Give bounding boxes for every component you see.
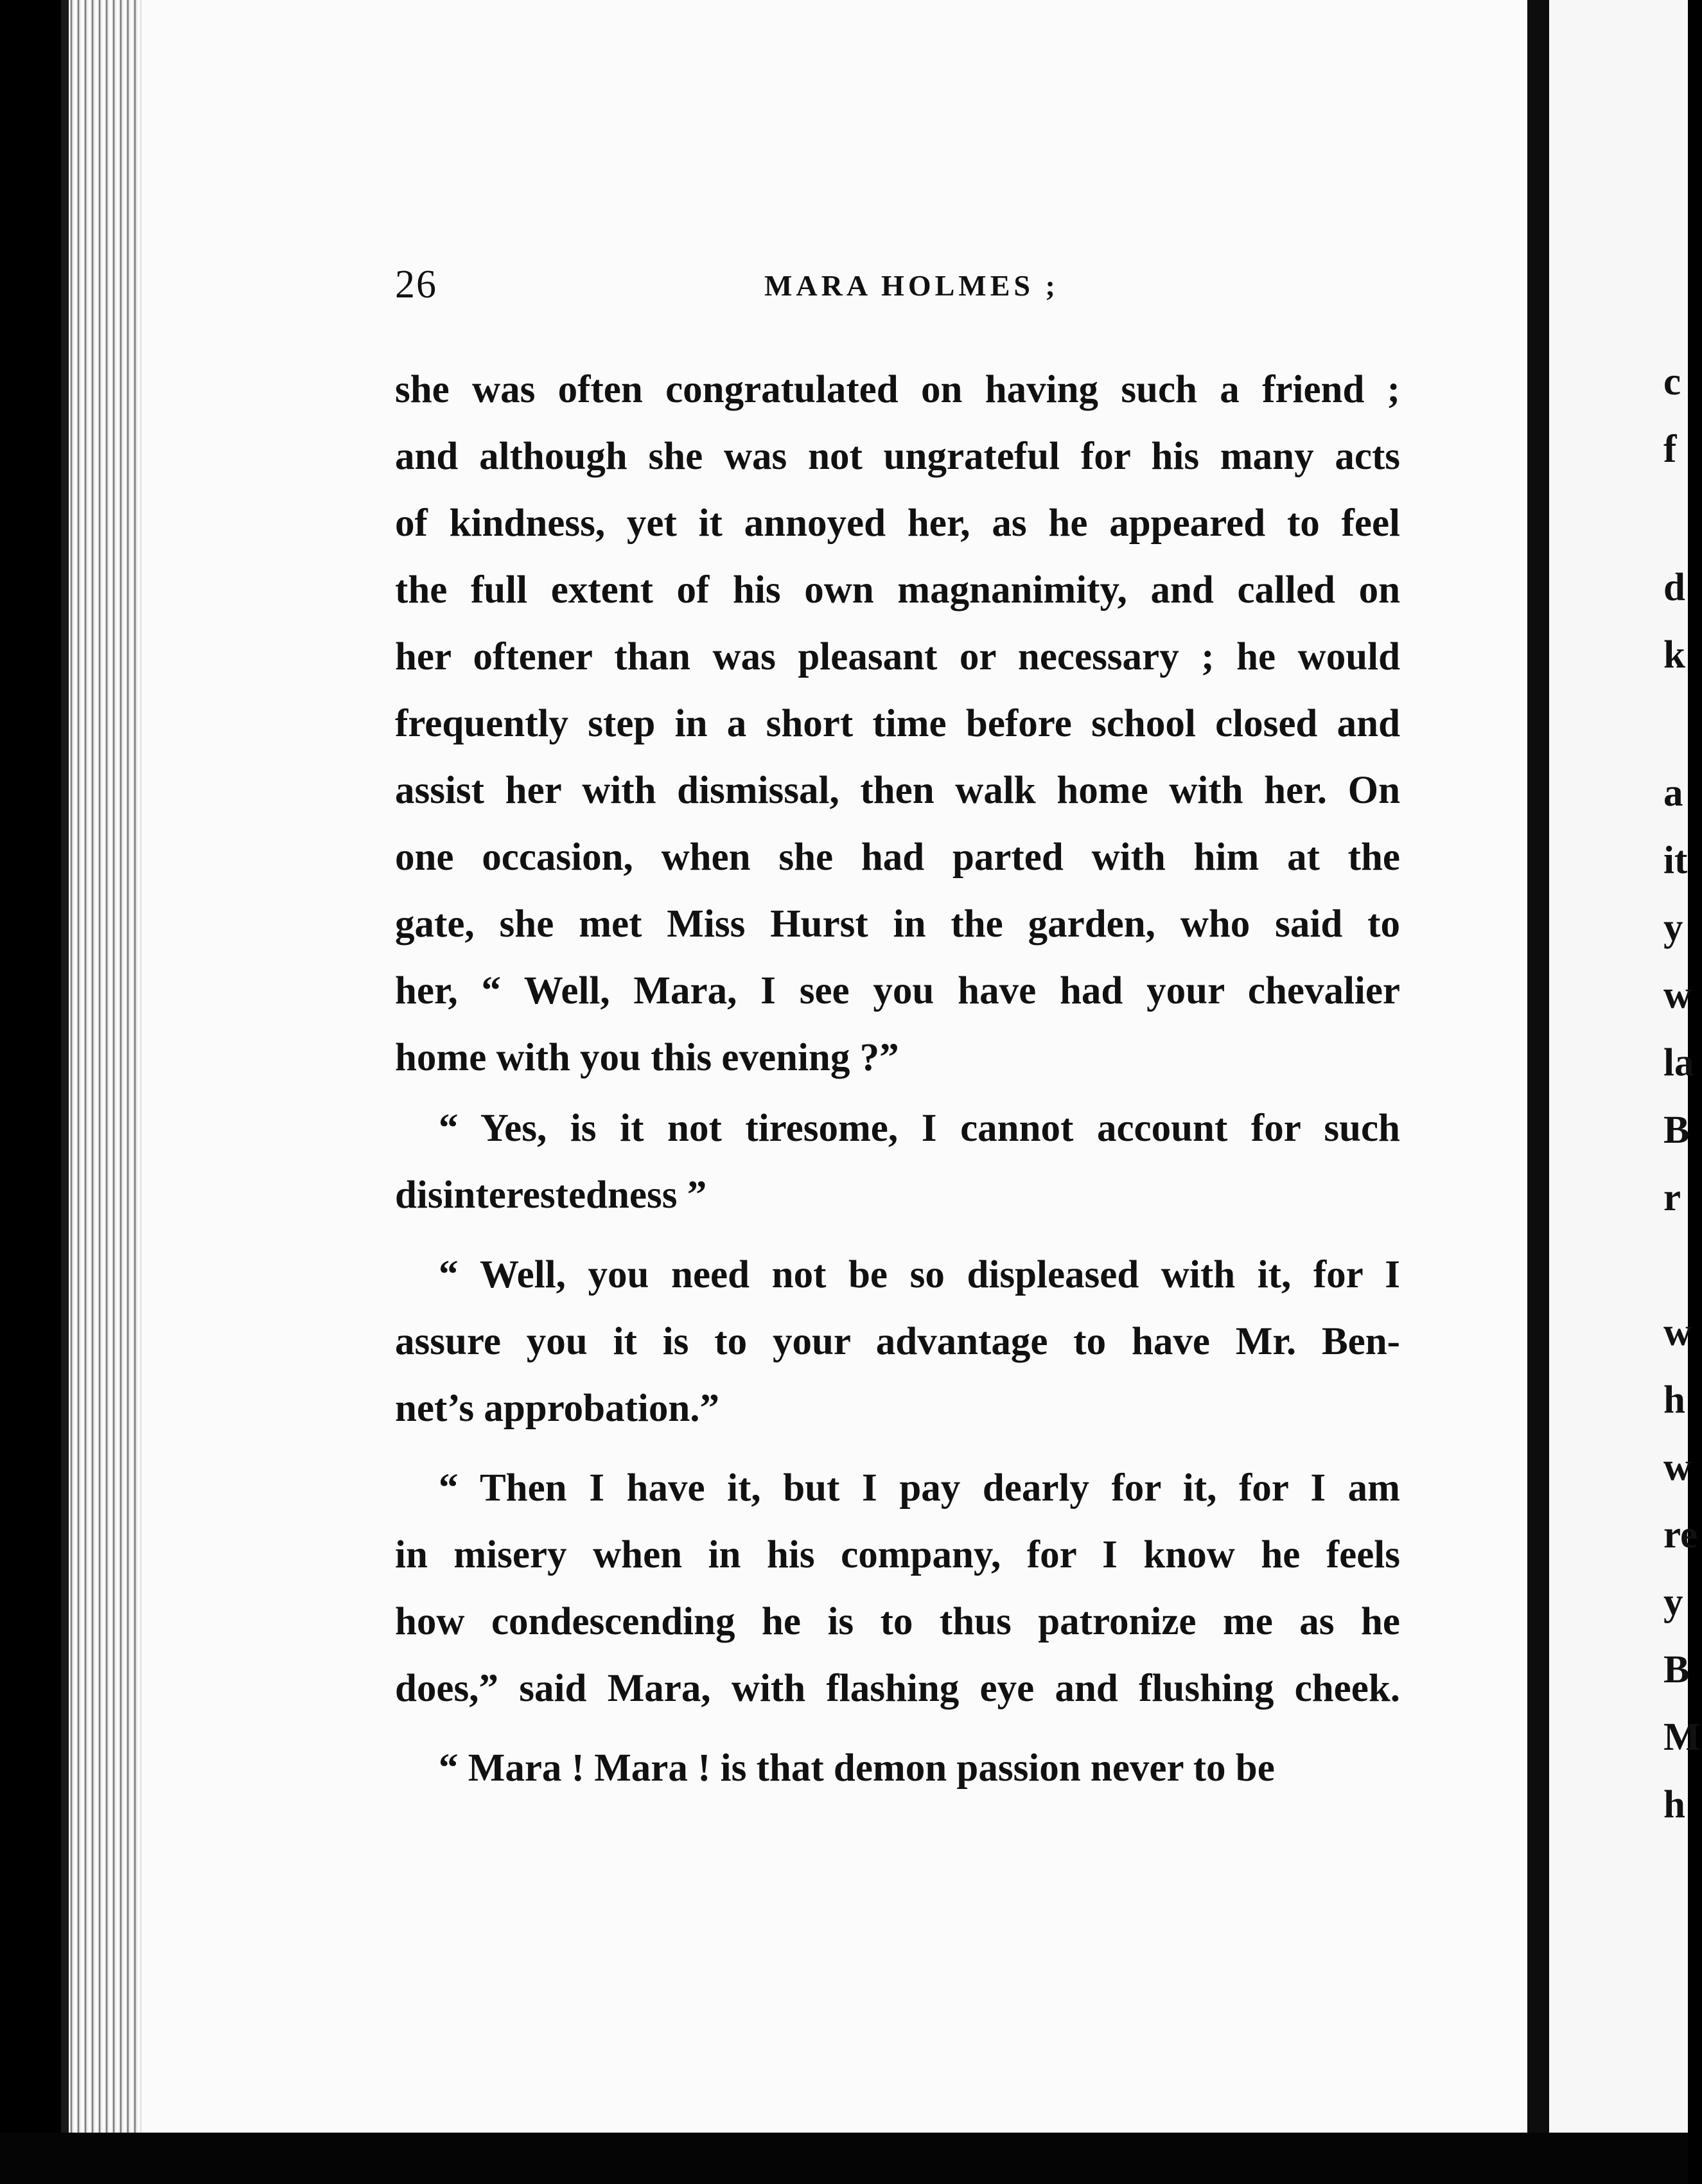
text-line: net’s approbation.” [395,1387,720,1430]
text-line: in misery when in his company, for I know he feels [395,1533,1400,1576]
facing-fragment: a [1663,771,1683,815]
facing-page-fragments [1663,0,1702,2133]
page-edge-shadow [61,0,69,2184]
facing-fragment: la [1663,1041,1694,1084]
facing-fragment: f [1663,428,1677,471]
text-line: “ Well, you need not be so displeased with it, for I [439,1253,1400,1296]
text-line: one occasion, when she had parted with him at the [395,836,1400,879]
text-line: her, “ Well, Mara, I see you have had your chevalier [395,969,1400,1012]
text-line: “ Yes, is it not tiresome, I cannot account for such [439,1107,1400,1150]
page-header [395,262,1423,320]
text-line: frequently step in a short time before school closed and [395,702,1400,745]
body-text [395,357,1400,1802]
text-line: of kindness, yet it annoyed her, as he appeared to feel [395,502,1400,545]
paragraph [395,1095,1400,1229]
facing-fragment: h [1663,1378,1685,1422]
facing-fragment: h [1663,1783,1685,1826]
scan-bottom-border [0,2133,1688,2184]
facing-fragment: M [1663,1716,1701,1759]
book-gutter [1527,0,1549,2184]
facing-fragment: it [1663,839,1688,882]
facing-fragment: w [1663,974,1692,1017]
facing-fragment: y [1663,906,1683,949]
paragraph [395,1242,1400,1442]
facing-fragment: re [1663,1513,1698,1556]
text-line: her oftener than was pleasant or necessary ; he would [395,635,1400,678]
text-line: assure you it is to your advantage to have Mr. Ben- [395,1320,1400,1363]
text-line: she was often congratulated on having such a friend ; [395,368,1400,411]
running-head: MARA HOLMES ; [764,269,1059,302]
text-line: disinterestedness ” [395,1174,707,1217]
text-line: the full extent of his own magnanimity, and called on [395,568,1400,612]
text-line: home with you this evening ?” [395,1036,899,1079]
text-line: gate, she met Miss Hurst in the garden, who said to [395,903,1400,946]
paragraph [395,1455,1400,1722]
facing-fragment: k [1663,633,1685,676]
facing-fragment: c [1663,360,1681,403]
text-line: assist her with dismissal, then walk home with her. On [395,769,1400,812]
facing-fragment: d [1663,566,1685,609]
facing-fragment: w [1663,1311,1692,1354]
text-line: does,” said Mara, with flashing eye and flushing cheek. [395,1667,1400,1710]
text-line: “ Then I have it, but I pay dearly for it, for I am [439,1466,1400,1510]
facing-fragment: w [1663,1446,1692,1489]
facing-fragment: B [1663,1109,1690,1152]
paragraph [395,357,1400,1091]
text-line: and although she was not ungrateful for his many acts [395,435,1400,478]
facing-fragment: B [1663,1648,1690,1691]
facing-fragment: y [1663,1581,1683,1624]
facing-fragment: r [1663,1176,1681,1219]
page-number: 26 [395,263,437,306]
text-line: how condescending he is to thus patronize me as he [395,1600,1400,1643]
text-line: “ Mara ! Mara ! is that demon passion never to be [439,1747,1275,1790]
paragraph [395,1735,1400,1802]
